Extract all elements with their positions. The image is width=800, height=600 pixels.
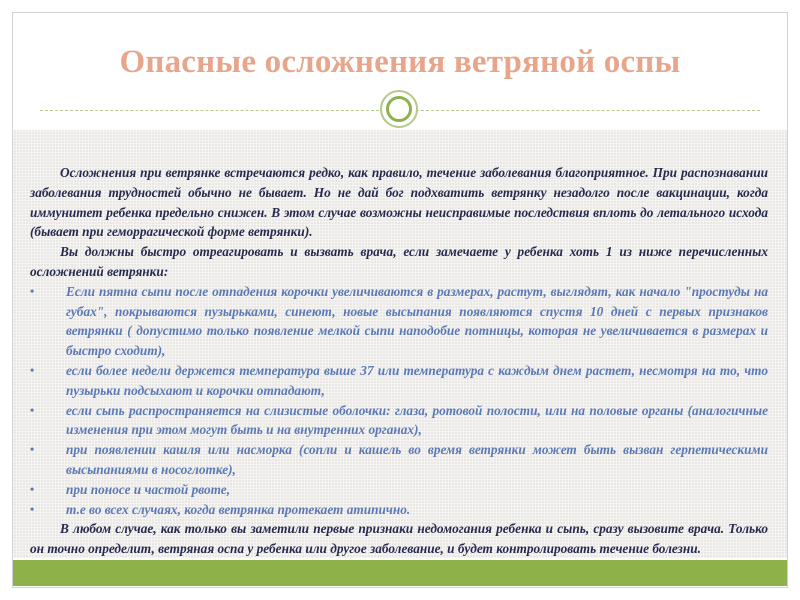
- list-item-text: Если пятна сыпи после отпадения корочки увеличиваются в размерах, растут, выглядят, как начало "простуды на губах", покрываются пузырьками, синеют, новые высыпания появляются спустя 10 дней с первых признаков ветрянки ( допустимо только появление мелкой сыпи наподобие потницы, которая не увеличивается в размерах и быстро сходит),: [66, 283, 768, 359]
- slide-title: Опасные осложнения ветряной оспы: [119, 44, 681, 80]
- slide-body: [30, 163, 768, 559]
- bullet-icon: •: [30, 481, 35, 496]
- bullet-icon: •: [30, 501, 35, 516]
- list-item-text: если более недели держется температура выше 37 или температура с каждым днем растет, несмотря на то, что пузырьки подсыхают и корочки отпадают,: [66, 362, 768, 398]
- bullet-icon: •: [30, 402, 35, 417]
- closing-paragraph: В любом случае, как только вы заметили первые признаки недомогания ребенка и сыпь, сразу вызовите врача. Только он точно определит, ветряная оспа у ребенка или другое заболевание, и будет контролировать течение болезни.: [30, 521, 768, 557]
- bullet-icon: •: [30, 442, 35, 457]
- instruction-paragraph: Вы должны быстро отреагировать и вызвать врача, если замечаете у ребенка хоть 1 из ниже перечисленных осложнений ветрянки:: [30, 244, 768, 279]
- list-item: [30, 282, 768, 361]
- list-item: [30, 401, 768, 441]
- list-item: [30, 361, 768, 401]
- bullet-icon: •: [30, 283, 35, 298]
- list-item-text: при появлении кашля или насморка (сопли и кашель во время ветрянки может быть вызван герпетическими высыпаниями в носоглотке),: [66, 442, 768, 477]
- circle-ornament-icon: [380, 90, 418, 128]
- list-item: [30, 500, 768, 520]
- complications-list: [30, 282, 768, 520]
- list-item-text: при поносе и частой рвоте,: [66, 481, 231, 497]
- footer-accent-bar: [13, 560, 787, 586]
- list-item-text: т.е во всех случаях, когда ветрянка протекает атипично.: [66, 501, 411, 517]
- list-item-text: если сыпь распространяется на слизистые оболочки: глаза, ротовой полости, или на половые органы (аналогичные изменения при этом могут быть и на внутренних органах),: [66, 402, 768, 438]
- list-item: [30, 480, 768, 500]
- list-item: [30, 440, 768, 480]
- bullet-icon: •: [30, 362, 35, 377]
- intro-paragraph: Осложнения при ветрянке встречаются редко, как правило, течение заболевания благоприятное. При распознавании заболевания трудностей обычно не бывает. Но не дай бог подхватить ветрянку незадолго после вакцинации, когда иммунитет ребенка предельно снижен. В этом случае возможны неисправимые последствия вплоть до летального исхода (бывает при геморрагической форме ветрянки).: [30, 165, 768, 240]
